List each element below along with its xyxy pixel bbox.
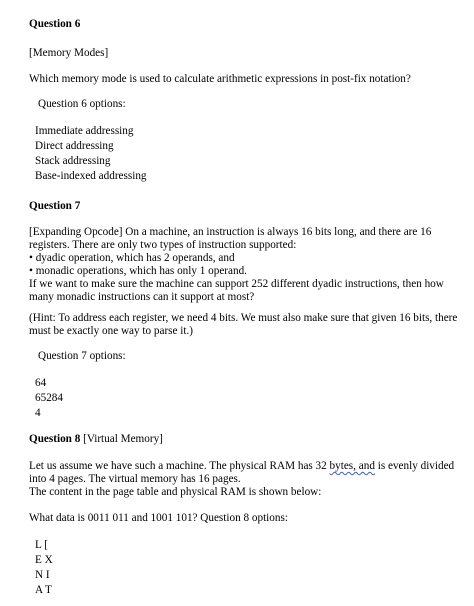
q7-options-list [35, 377, 465, 420]
q6-options-label: Question 6 options: [38, 98, 126, 110]
q6-options-list [35, 125, 465, 183]
q6-option[interactable]: Direct addressing [35, 140, 114, 152]
q7-hint [29, 312, 459, 338]
q8-option[interactable]: E X [35, 554, 53, 566]
q8-topic: [Virtual Memory] [83, 433, 163, 445]
q8-prompt: What data is 0011 011 and 1001 101? Question 8 options: [29, 512, 288, 524]
q8-heading-line [29, 433, 459, 446]
q8-option[interactable]: L [ [35, 539, 48, 551]
q8-body-line: The content in the page table and physical RAM is shown below: [29, 486, 322, 498]
spellcheck-underline: bytes, and [329, 460, 375, 472]
q7-body-line: [Expanding Opcode] On a machine, an instruction is always 16 bits long, and there are 16 [29, 226, 432, 238]
q8-body [29, 460, 459, 499]
q8-options-list [35, 539, 465, 597]
q6-option[interactable]: Immediate addressing [35, 125, 134, 137]
q8-body-text: Let us assume we have such a machine. The physical RAM has 32 [29, 460, 330, 472]
q8-heading: Question 8 [29, 433, 81, 445]
q7-options-label: Question 7 options: [38, 350, 126, 362]
q6-topic: [Memory Modes] [29, 47, 109, 59]
q7-body-line: If we want to make sure the machine can support 252 different dyadic instructions, then how [29, 278, 444, 290]
q7-body-line: • monadic operations, which has only 1 operand. [29, 265, 247, 277]
q8-body-line: into 4 pages. The virtual memory has 16 pages. [29, 473, 241, 485]
q7-hint-line: must be exactly one way to parse it.) [29, 325, 194, 337]
q7-body-line: • dyadic operation, which has 2 operands, and [29, 252, 235, 264]
q6-option[interactable]: Stack addressing [35, 155, 111, 167]
q8-option[interactable]: N I [35, 569, 50, 581]
q7-hint-line: (Hint: To address each register, we need 4 bits. We must also make sure that given 16 bits, there [29, 312, 458, 324]
q7-option[interactable]: 65284 [35, 392, 63, 404]
q8-body-line [29, 460, 459, 473]
q7-body-line: registers. There are only two types of instruction supported: [29, 239, 297, 251]
q7-option[interactable]: 64 [35, 377, 47, 389]
q7-heading: Question 7 [29, 200, 81, 212]
q7-option[interactable]: 4 [35, 407, 41, 419]
q7-body [29, 226, 459, 304]
q8-body-text: is evenly divided [374, 460, 455, 472]
q6-option[interactable]: Base-indexed addressing [35, 170, 147, 182]
q6-prompt: Which memory mode is used to calculate arithmetic expressions in post-fix notation? [29, 73, 411, 85]
q7-body-line: many monadic instructions can it support at most? [29, 291, 255, 303]
q8-option[interactable]: A T [35, 584, 52, 596]
q6-heading: Question 6 [29, 18, 81, 30]
